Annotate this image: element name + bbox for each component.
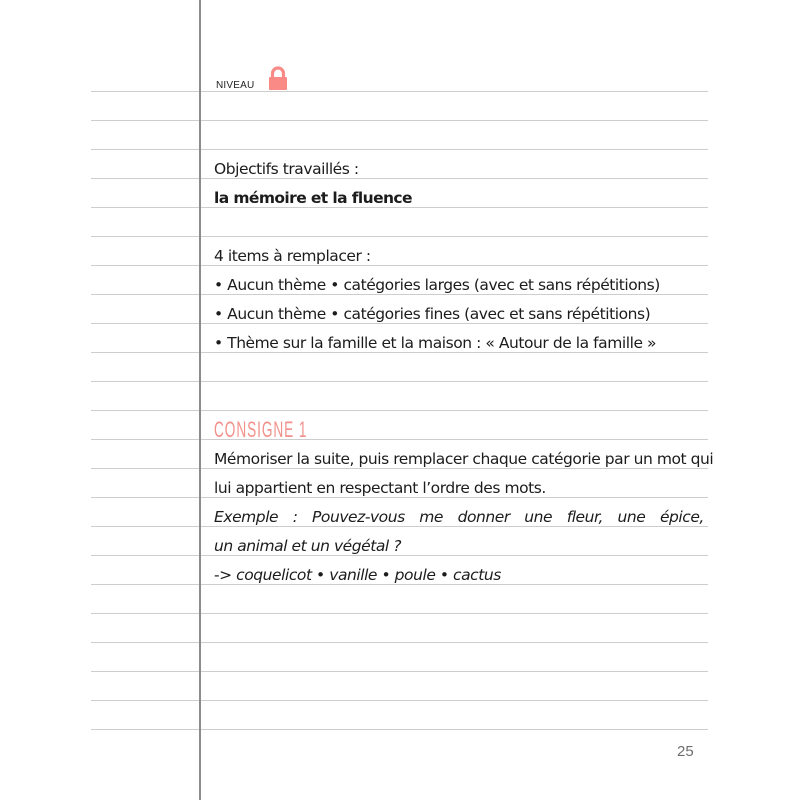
example-line (214, 507, 704, 527)
ruled-line (91, 410, 708, 411)
ruled-line (91, 149, 708, 150)
list-item: • Aucun thème • catégories fines (avec et sans répétitions) (214, 305, 651, 323)
example-word: une (524, 508, 553, 526)
ruled-line (91, 729, 708, 730)
example-word: donner (457, 508, 510, 526)
list-item: • Thème sur la famille et la maison : « Autour de la famille » (214, 334, 657, 352)
instruction-line: Mémoriser la suite, puis remplacer chaque catégorie par un mot qui (214, 450, 714, 468)
ruled-line (91, 671, 708, 672)
answer-prefix: -> (214, 566, 232, 584)
list-item: • Aucun thème • catégories larges (avec et sans répétitions) (214, 276, 660, 294)
example-word: fleur, (566, 508, 603, 526)
ruled-line (91, 236, 708, 237)
ruled-line (91, 120, 708, 121)
answer-text: coquelicot • vanille • poule • cactus (236, 566, 501, 584)
consigne-title: CONSIGNE 1 (214, 417, 308, 442)
ruled-line (91, 265, 708, 266)
margin-line (199, 0, 201, 800)
example-word: épice, (659, 508, 704, 526)
example-word: : (292, 508, 298, 526)
instruction-line: lui appartient en respectant l’ordre des mots. (214, 479, 546, 497)
example-line-2: un animal et un végétal ? (214, 537, 402, 555)
ruled-line (91, 700, 708, 701)
example-word: Pouvez-vous (312, 508, 405, 526)
objectives-label: Objectifs travaillés : (214, 160, 359, 178)
example-word: une (617, 508, 646, 526)
ruled-line (91, 642, 708, 643)
answer-line (214, 565, 501, 585)
level-label: NIVEAU (216, 80, 255, 91)
page-number: 25 (677, 743, 694, 760)
example-word: Exemple (214, 508, 279, 526)
ruled-line (91, 178, 708, 179)
ruled-line (91, 91, 708, 92)
ruled-line (91, 613, 708, 614)
ruled-line (91, 439, 708, 440)
lock-icon (268, 66, 288, 90)
example-word: me (419, 508, 444, 526)
items-intro: 4 items à remplacer : (214, 247, 371, 265)
ruled-line (91, 381, 708, 382)
objectives-value: la mémoire et la fluence (214, 189, 412, 207)
